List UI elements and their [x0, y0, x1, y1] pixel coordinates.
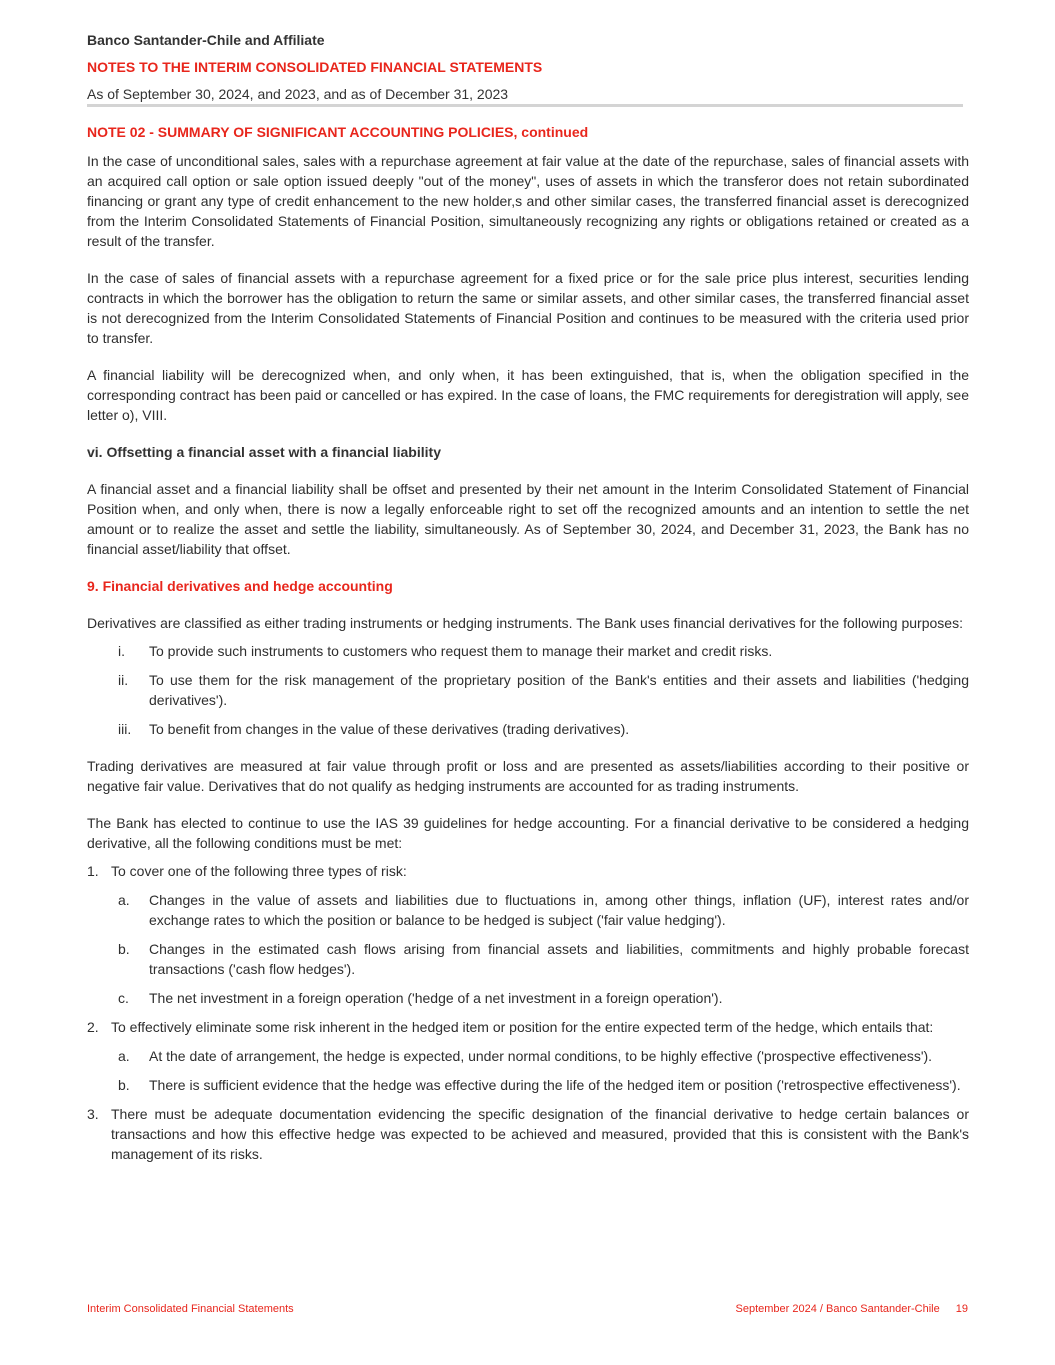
- list-marker: a.: [118, 1048, 130, 1064]
- page-number: 19: [955, 1303, 968, 1315]
- list-item-text: To provide such instruments to customers who request them to manage their market and credit risks.: [149, 643, 773, 659]
- list-item-text: At the date of arrangement, the hedge is expected, under normal conditions, to be highly effective ('prospective effectiveness').: [149, 1048, 933, 1064]
- list-item-text: To effectively eliminate some risk inherent in the hedged item or position for the entire expected term of the hedge, which entails that:: [111, 1019, 934, 1035]
- list-marker: a.: [118, 892, 130, 908]
- list-item: [118, 939, 969, 979]
- list-item: [118, 988, 969, 1008]
- notes-title: NOTES TO THE INTERIM CONSOLIDATED FINANCIAL STATEMENTS: [87, 59, 543, 75]
- footer-publication: September 2024 / Banco Santander-Chile: [735, 1303, 940, 1315]
- list-item: [118, 641, 969, 661]
- paragraph-derivatives-classification: Derivatives are classified as either trading instruments or hedging instruments. The Bank uses financial derivatives for the following purposes:: [87, 615, 963, 631]
- list-marker: 3.: [87, 1106, 99, 1122]
- paragraph-repurchase-fixed-price: In the case of sales of financial assets with a repurchase agreement for a fixed price or for the sale price plus interest, securities lending contracts in which the borrower has the obligation to return the same or similar assets, and other similar cases, the transferred financial asset is not derecognized from the Interim Consolidated Statements of Financial Position and continues to be measured with the criteria used prior to transfer.: [87, 270, 969, 346]
- list-item-text: To cover one of the following three types of risk:: [111, 863, 407, 879]
- list-item: [118, 1046, 969, 1066]
- list-item-text: To benefit from changes in the value of these derivatives (trading derivatives).: [149, 721, 630, 737]
- footer-left: Interim Consolidated Financial Statements: [87, 1303, 294, 1315]
- as-of-date: As of September 30, 2024, and 2023, and as of December 31, 2023: [87, 86, 509, 102]
- list-item-text: There is sufficient evidence that the hedge was effective during the life of the hedged item or position ('retrospective effectiveness').: [149, 1077, 961, 1093]
- list-marker: b.: [118, 941, 130, 957]
- company-name: Banco Santander-Chile and Affiliate: [87, 32, 325, 48]
- paragraph-unconditional-sales: In the case of unconditional sales, sales with a repurchase agreement at fair value at the date of the repurchase, sales of financial assets with an acquired call option or sale option issued deeply "out of the money", uses of assets in which the transferor does not retain subordinated financing or grant any type of credit enhancement to the new holder,s and other similar cases, the transferred financial asset is derecognized from the Interim Consolidated Statements of Financial Position, simultaneously recognizing any rights or obligations retained or created as a result of the transfer.: [87, 153, 969, 249]
- list-item: [118, 1075, 969, 1095]
- paragraph-hedge-accounting: The Bank has elected to continue to use the IAS 39 guidelines for hedge accounting. For a financial derivative to be considered a hedging derivative, all the following conditions must be met:: [87, 815, 969, 851]
- list-item: [87, 861, 969, 881]
- list-marker: 1.: [87, 863, 99, 879]
- list-marker: ii.: [118, 672, 129, 688]
- list-item: [118, 670, 969, 710]
- list-item-text: To use them for the risk management of the proprietary position of the Bank's entities and their assets and liabilities ('hedging derivatives').: [149, 672, 969, 708]
- list-item: [87, 1104, 969, 1164]
- list-item: [118, 719, 969, 739]
- list-item: [118, 890, 969, 930]
- list-marker: c.: [118, 990, 129, 1006]
- list-marker: i.: [118, 643, 125, 659]
- footer-right: [736, 1302, 969, 1316]
- note-heading: NOTE 02 - SUMMARY OF SIGNIFICANT ACCOUNTING POLICIES, continued: [87, 124, 589, 140]
- paragraph-trading-derivatives: Trading derivatives are measured at fair value through profit or loss and are presented as assets/liabilities according to their positive or negative fair value. Derivatives that do not qualify as hedging instruments are accounted for as trading instruments.: [87, 758, 969, 794]
- section-heading-derivatives: 9. Financial derivatives and hedge accounting: [87, 578, 393, 594]
- paragraph-offsetting: A financial asset and a financial liability shall be offset and presented by their net amount in the Interim Consolidated Statement of Financial Position when, and only when, there is now a legally enforceable right to set off the recognized amounts and an intention to settle the net amount or to realize the asset and settle the liability, simultaneously. As of September 30, 2024, and December 31, 2023, the Bank has no financial asset/liability that offset.: [87, 481, 969, 557]
- page-content: [87, 30, 969, 1164]
- list-item-text: There must be adequate documentation evidencing the specific designation of the financial derivative to hedge certain balances or transactions and how this effective hedge was expected to be achieved and measured, provided that this is consistent with the Bank's management of its risks.: [111, 1106, 969, 1162]
- list-item-text: The net investment in a foreign operation ('hedge of a net investment in a foreign operation').: [149, 990, 723, 1006]
- subheading-offsetting: vi. Offsetting a financial asset with a financial liability: [87, 444, 441, 460]
- list-marker: 2.: [87, 1019, 99, 1035]
- list-item: [87, 1017, 969, 1037]
- list-marker: iii.: [118, 721, 132, 737]
- list-item-text: Changes in the value of assets and liabilities due to fluctuations in, among other things, inflation (UF), interest rates and/or exchange rates to which the position or balance to be hedged is subject ('fair value hedging').: [149, 892, 969, 928]
- paragraph-liability-derecognition: A financial liability will be derecognized when, and only when, it has been extinguished, that is, when the obligation specified in the corresponding contract has been paid or cancelled or has expired. In the case of loans, the FMC requirements for deregistration will apply, see letter o), VIII.: [87, 367, 969, 423]
- list-item-text: Changes in the estimated cash flows arising from financial assets and liabilities, commitments and highly probable forecast transactions ('cash flow hedges').: [149, 941, 969, 977]
- list-marker: b.: [118, 1077, 130, 1093]
